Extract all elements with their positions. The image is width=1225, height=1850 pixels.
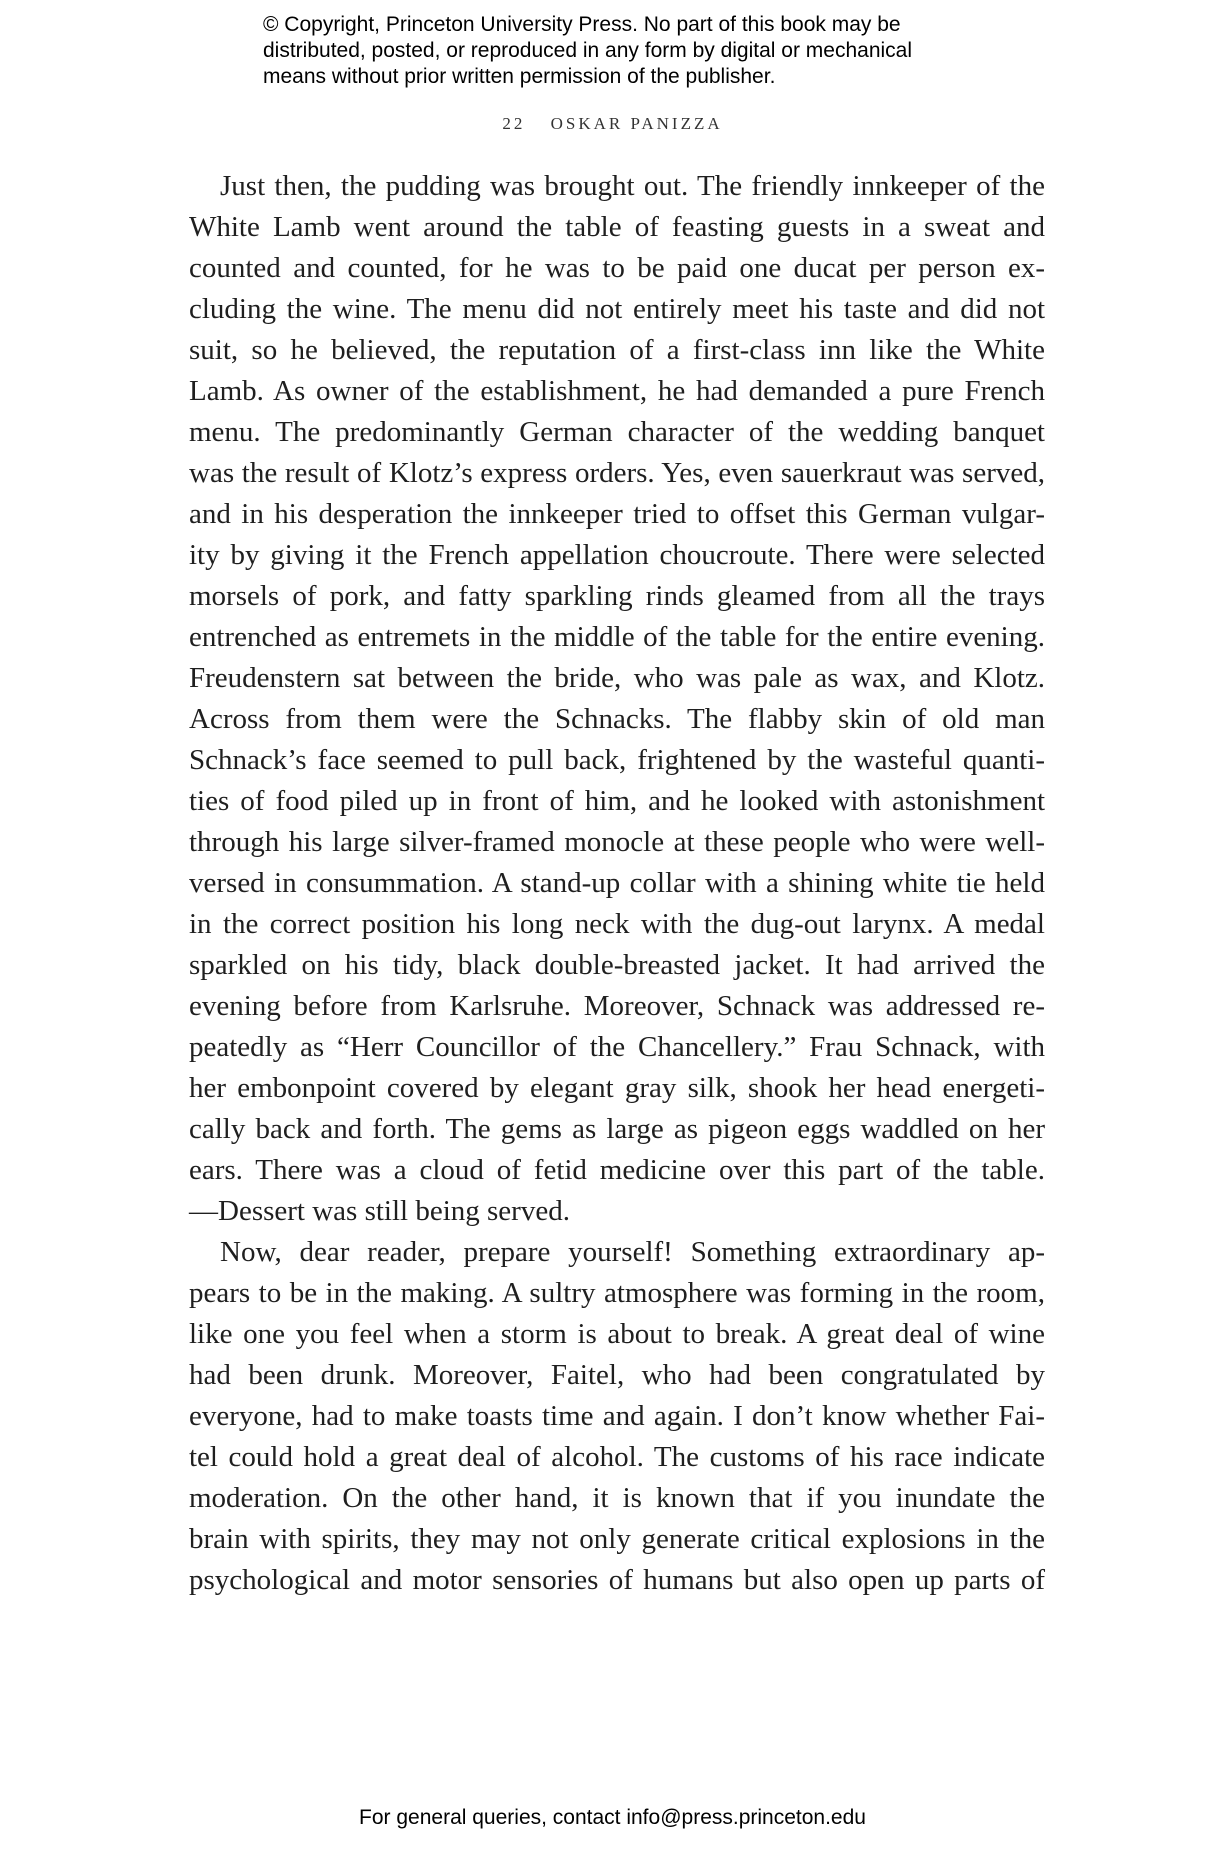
text-line: like one you feel when a storm is about to break. A great deal of wine xyxy=(189,1318,1045,1350)
text-line: had been drunk. Moreover, Faitel, who had been congratulated by xyxy=(189,1359,1045,1391)
paragraph xyxy=(189,166,1045,1232)
text-line: through his large silver-framed monocle at these people who were well- xyxy=(189,826,1045,858)
copyright-notice xyxy=(263,12,1023,90)
text-line: ears. There was a cloud of fetid medicine over this part of the table. xyxy=(189,1154,1045,1186)
copyright-line: © Copyright, Princeton University Press. No part of this book may be xyxy=(263,13,901,36)
text-line: entrenched as entremets in the middle of the table for the entire evening. xyxy=(189,621,1045,653)
copyright-line: means without prior written permission of the publisher. xyxy=(263,65,776,88)
text-line: Lamb. As owner of the establishment, he had demanded a pure French xyxy=(189,375,1045,407)
running-title: OSKAR PANIZZA xyxy=(550,114,723,133)
text-line: cally back and forth. The gems as large as pigeon eggs waddled on her xyxy=(189,1113,1045,1145)
text-line: White Lamb went around the table of feasting guests in a sweat and xyxy=(189,211,1045,243)
text-line: menu. The predominantly German character of the wedding banquet xyxy=(189,416,1045,448)
text-line: and in his desperation the innkeeper tried to offset this German vulgar- xyxy=(189,498,1045,530)
text-line: sparkled on his tidy, black double-breasted jacket. It had arrived the xyxy=(189,949,1045,981)
text-line: everyone, had to make toasts time and again. I don’t know whether Fai- xyxy=(189,1400,1045,1432)
text-line: brain with spirits, they may not only generate critical explosions in the xyxy=(189,1523,1045,1555)
text-line: was the result of Klotz’s express orders. Yes, even sauerkraut was served, xyxy=(189,457,1045,489)
text-line: in the correct position his long neck with the dug-out larynx. A medal xyxy=(189,908,1045,940)
text-line: ties of food piled up in front of him, and he looked with astonishment xyxy=(189,785,1045,817)
text-line: Just then, the pudding was brought out. The friendly innkeeper of the xyxy=(220,170,1045,202)
page-number: 22 xyxy=(502,114,526,133)
text-line: tel could hold a great deal of alcohol. The customs of his race indicate xyxy=(189,1441,1045,1473)
text-line: moderation. On the other hand, it is known that if you inundate the xyxy=(189,1482,1045,1514)
text-line: Across from them were the Schnacks. The flabby skin of old man xyxy=(189,703,1045,735)
text-line: versed in consummation. A stand-up collar with a shining white tie held xyxy=(189,867,1045,899)
running-head xyxy=(0,114,1225,134)
text-line: evening before from Karlsruhe. Moreover, Schnack was addressed re- xyxy=(189,990,1045,1022)
text-line: Schnack’s face seemed to pull back, frightened by the wasteful quanti- xyxy=(189,744,1045,776)
text-line: Now, dear reader, prepare yourself! Something extraordinary ap- xyxy=(220,1236,1045,1268)
text-line: suit, so he believed, the reputation of a first-class inn like the White xyxy=(189,334,1045,366)
text-line: peatedly as “Herr Councillor of the Chancellery.” Frau Schnack, with xyxy=(189,1031,1045,1063)
text-line: counted and counted, for he was to be paid one ducat per person ex- xyxy=(189,252,1045,284)
text-line: morsels of pork, and fatty sparkling rinds gleamed from all the trays xyxy=(189,580,1045,612)
body-text xyxy=(189,166,1045,1601)
copyright-line: distributed, posted, or reproduced in any form by digital or mechanical xyxy=(263,39,913,62)
text-line: pears to be in the making. A sultry atmosphere was forming in the room, xyxy=(189,1277,1045,1309)
text-line: psychological and motor sensories of humans but also open up parts of xyxy=(189,1564,1045,1596)
text-line: her embonpoint covered by elegant gray silk, shook her head energeti- xyxy=(189,1072,1045,1104)
footer-contact: For general queries, contact info@press.princeton.edu xyxy=(359,1806,866,1829)
paragraph xyxy=(189,1232,1045,1601)
text-line: ity by giving it the French appellation choucroute. There were selected xyxy=(189,539,1045,571)
text-line: —Dessert was still being served. xyxy=(189,1195,570,1227)
text-line: cluding the wine. The menu did not entirely meet his taste and did not xyxy=(189,293,1045,325)
text-line: Freudenstern sat between the bride, who was pale as wax, and Klotz. xyxy=(189,662,1045,694)
